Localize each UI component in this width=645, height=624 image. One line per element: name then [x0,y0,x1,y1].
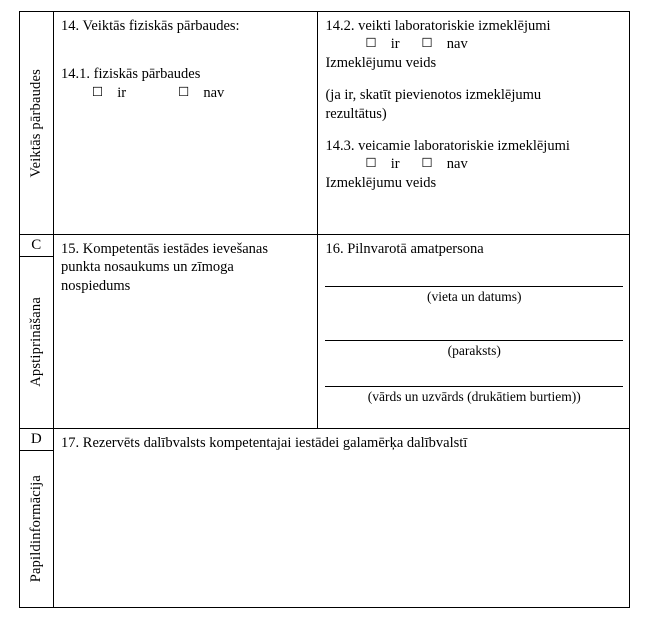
heading-16: 16. Pilnvarotā amatpersona [325,241,484,257]
cell-14-content [54,12,317,108]
cell-15-content [54,235,317,301]
signature-block-name [325,386,623,406]
signature-block-place-date [325,286,623,306]
checkbox-14-3-yes[interactable]: ☐ [365,155,377,171]
cell-14-2-content [318,12,629,198]
label-exam-type-2: Izmeklējumu veids [325,174,437,191]
checkbox-14-2-no[interactable]: ☐ [421,35,433,51]
spacer [325,123,623,137]
section-label-cell-additional [20,429,54,608]
note-line-1: (ja ir, skatīt pievienotos izmeklējumu [325,87,542,104]
signature-caption-place-date: (vieta un datums) [426,289,522,305]
signature-caption-signature: (paraksts) [447,342,501,358]
checkbox-14-3-no[interactable]: ☐ [421,155,433,171]
vertical-label-wrap [20,451,53,606]
table-row-certification [20,235,630,429]
label-14-1-yes: ir [117,84,127,101]
cell-item-15 [54,235,318,429]
cell-item-16 [318,235,630,429]
heading-14: 14. Veiktās fiziskās pārbaudes: [61,18,240,34]
section-letter-d: D [20,429,53,451]
section-label-cell-certification [20,235,54,429]
item-14-1-options [61,84,311,102]
spacer [325,72,623,86]
spacer [325,306,623,340]
cell-item-14-2-and-14-3 [318,12,630,235]
cell-17-content [54,429,629,458]
form-table [19,11,630,608]
item-15-line1: 15. Kompetentās iestādes ievešanas [61,241,269,257]
vertical-label-certification: Apstiprināšana [28,297,45,387]
checkbox-14-1-no[interactable]: ☐ [178,83,190,99]
vertical-label-inspections: Veiktās pārbaudes [28,68,45,178]
signature-caption-name: (vārds un uzvārds (drukātiem burtiem)) [367,388,581,404]
label-14-1-no: nav [203,84,225,101]
table-row-inspections [20,12,630,235]
label-14-2-no: nav [446,36,468,53]
item-14-1-label: 14.1. fiziskās pārbaudes [61,66,201,83]
heading-14-3: 14.3. veicamie laboratoriskie izmeklējumi [325,138,570,155]
label-14-2-yes: ir [390,36,400,53]
item-14-3-options [325,155,623,173]
section-letter-c: C [20,235,53,257]
checkbox-14-1-yes[interactable]: ☐ [92,83,104,99]
spacer [61,35,311,57]
label-exam-type-1: Izmeklējumu veids [325,54,437,71]
spacer [325,258,623,286]
label-14-3-no: nav [446,156,468,173]
note-line-2: rezultātus) [325,105,387,122]
vertical-label-additional-info: Papildinformācija [28,474,45,583]
vertical-label-wrap [20,12,53,234]
vertical-label-wrap [20,257,53,427]
spacer [61,57,311,65]
spacer [325,360,623,386]
section-label-cell-inspections [20,12,54,235]
label-14-3-yes: ir [390,156,400,173]
item-14-2-options [325,35,623,53]
heading-14-2: 14.2. veikti laboratoriskie izmeklējumi [325,18,551,34]
item-17-text: 17. Rezervēts dalībvalsts kompetentajai iestādei galamērķa dalībvalstī [61,435,468,451]
item-15-line3: nospiedums [61,277,131,294]
signature-block-signature [325,340,623,360]
cell-item-14 [54,12,318,235]
item-15-line2: punkta nosaukums un zīmoga [61,259,234,276]
checkbox-14-2-yes[interactable]: ☐ [365,35,377,51]
table-row-additional-info [20,429,630,608]
cell-item-17 [54,429,630,608]
cell-16-content [318,235,629,411]
